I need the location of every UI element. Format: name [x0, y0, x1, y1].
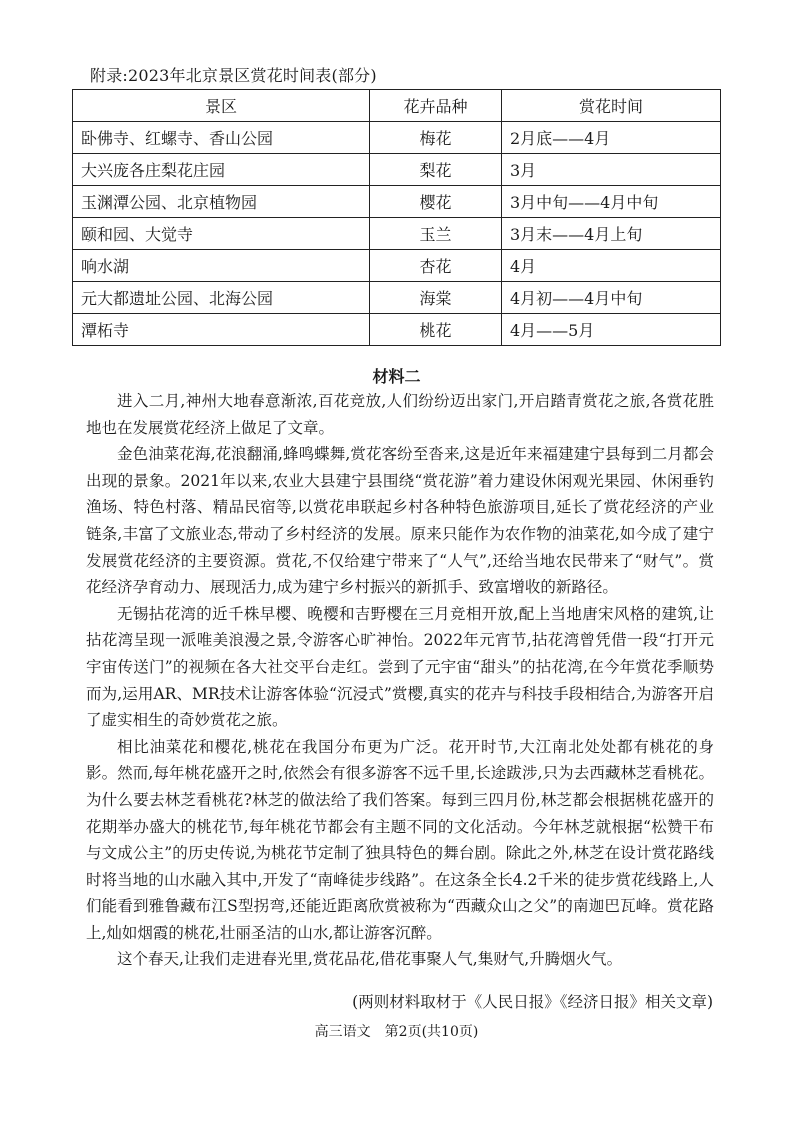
cell-flower-variety: 海棠 — [370, 282, 502, 314]
cell-viewing-time: 2月底——4月 — [502, 122, 721, 154]
article-body — [86, 388, 714, 973]
paragraph: 进入二月,神州大地春意渐浓,百花竞放,人们纷纷迈出家门,开启踏青赏花之旅,各赏花胜地也在发展赏花经济上做足了文章。 — [86, 392, 714, 437]
table-row — [73, 218, 721, 250]
section-title: 材料二 — [372, 367, 421, 386]
cell-scenic-spot: 大兴庞各庄梨花庄园 — [73, 154, 370, 186]
header-flower-variety: 花卉品种 — [370, 90, 502, 122]
table-row — [73, 250, 721, 282]
cell-viewing-time: 4月 — [502, 250, 721, 282]
cell-flower-variety: 杏花 — [370, 250, 502, 282]
appendix-title: 附录:2023年北京景区赏花时间表(部分) — [90, 66, 377, 85]
cell-viewing-time: 4月初——4月中旬 — [502, 282, 721, 314]
cell-scenic-spot: 玉渊潭公园、北京植物园 — [73, 186, 370, 218]
table-row — [73, 122, 721, 154]
paragraph: 相比油菜花和樱花,桃花在我国分布更为广泛。花开时节,大江南北处处都有桃花的身影。然而,每年桃花盛开之时,依然会有很多游客不远千里,长途跋涉,只为去西藏林芝看桃花。为什么要去林芝看桃花?林芝的做法给了我们答案。每到三四月份,林芝都会根据桃花盛开的花期举办盛大的桃花节,每年桃花节都会有主题不同的文化活动。今年林芝就根据“松赞干布与文成公主”的历史传说,为桃花节定制了独具特色的舞台剧。除此之外,林芝在设计赏花路线时将当地的山水融入其中,开发了“南峰徒步线路”。在这条全长4.2千米的徒步赏花线路上,人们能看到雅鲁藏布江S型拐弯,还能近距离欣赏被称为“西藏众山之父”的南迦巴瓦峰。赏花路上,灿如烟霞的桃花,壮丽圣洁的山水,都让游客沉醉。 — [86, 737, 714, 942]
cell-viewing-time: 4月——5月 — [502, 314, 721, 346]
cell-flower-variety: 梨花 — [370, 154, 502, 186]
cell-viewing-time: 3月 — [502, 154, 721, 186]
header-scenic-spot: 景区 — [73, 90, 370, 122]
paragraph: 无锡拈花湾的近千株早樱、晚樱和吉野樱在三月竞相开放,配上当地唐宋风格的建筑,让拈花湾呈现一派唯美浪漫之景,令游客心旷神怡。2022年元宵节,拈花湾曾凭借一段“打开元宇宙传送门”的视频在各大社交平台走红。尝到了元宇宙“甜头”的拈花湾,在今年赏花季顺势而为,运用AR、MR技术让游客体验“沉浸式”赏樱,真实的花卉与科技手段相结合,为游客开启了虚实相生的奇妙赏花之旅。 — [86, 604, 714, 730]
cell-scenic-spot: 卧佛寺、红螺寺、香山公园 — [73, 122, 370, 154]
paragraph: 金色油菜花海,花浪翻涌,蜂鸣蝶舞,赏花客纷至沓来,这是近年来福建建宁县每到二月都会出现的景象。2021年以来,农业大县建宁县围绕“赏花游”着力建设休闲观光果园、休闲垂钓渔场、特色村落、精品民宿等,以赏花串联起乡村各种特色旅游项目,延长了赏花经济的产业链条,丰富了文旅业态,带动了乡村经济的发展。原来只能作为农作物的油菜花,如今成了建宁发展赏花经济的主要资源。赏花,不仅给建宁带来了“人气”,还给当地农民带来了“财气”。赏花经济孕育动力、展现活力,成为建宁乡村振兴的新抓手、致富增收的新路径。 — [86, 445, 714, 597]
page-footer: 高三语文 第2页(共10页) — [314, 1024, 479, 1040]
cell-viewing-time: 3月中旬——4月中旬 — [502, 186, 721, 218]
table-row — [73, 314, 721, 346]
table-row — [73, 186, 721, 218]
cell-flower-variety: 樱花 — [370, 186, 502, 218]
cell-flower-variety: 桃花 — [370, 314, 502, 346]
cell-viewing-time: 3月末——4月上旬 — [502, 218, 721, 250]
header-viewing-time: 赏花时间 — [502, 90, 721, 122]
table-header-row — [73, 90, 721, 122]
flower-viewing-table — [72, 89, 721, 346]
cell-scenic-spot: 元大都遗址公园、北海公园 — [73, 282, 370, 314]
source-note: (两则材料取材于《人民日报》《经济日报》相关文章) — [352, 993, 713, 1011]
table-row — [73, 154, 721, 186]
table-row — [73, 282, 721, 314]
paragraph: 这个春天,让我们走进春光里,赏花品花,借花事聚人气,集财气,升腾烟火气。 — [117, 950, 623, 969]
cell-flower-variety: 梅花 — [370, 122, 502, 154]
cell-flower-variety: 玉兰 — [370, 218, 502, 250]
cell-scenic-spot: 颐和园、大觉寺 — [73, 218, 370, 250]
cell-scenic-spot: 潭柘寺 — [73, 314, 370, 346]
cell-scenic-spot: 响水湖 — [73, 250, 370, 282]
